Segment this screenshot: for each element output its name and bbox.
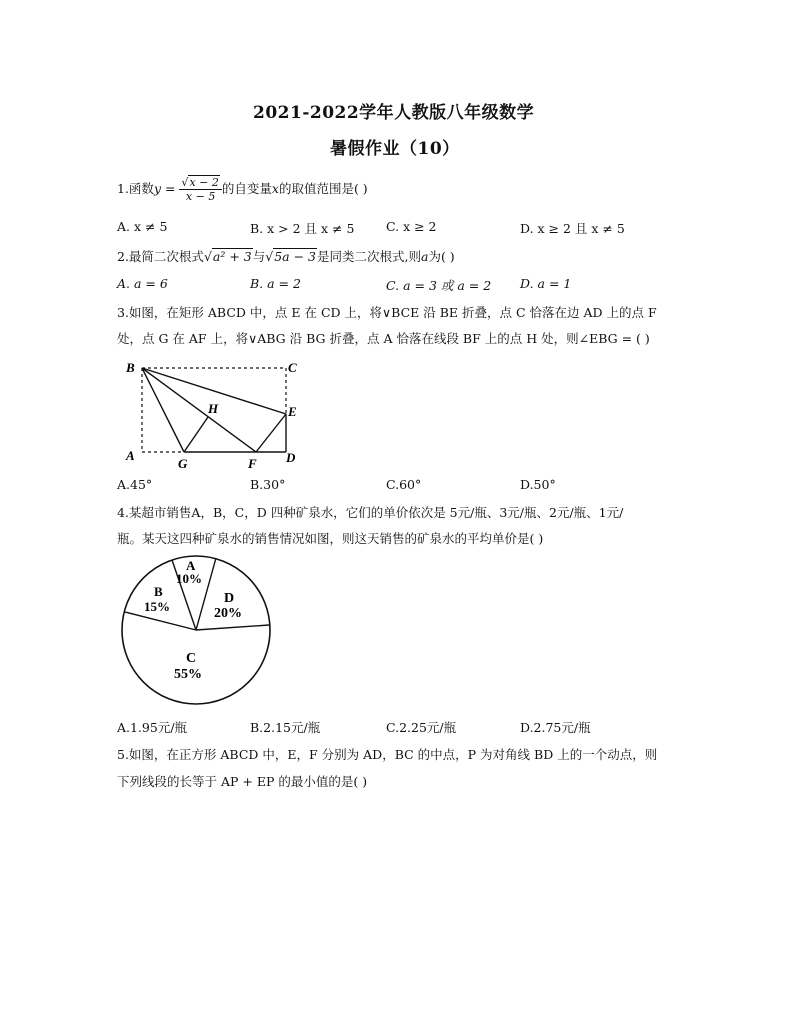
page-title: 2021-2022学年人教版八年级数学 (253, 103, 535, 123)
q2-prefix: 2.最简二次根式 (117, 249, 204, 264)
segment-bg (142, 368, 184, 452)
q1-numerator: x − 2 (189, 176, 219, 189)
q1-denominator: x − 5 (185, 190, 216, 203)
pie-label-a-pct: 10% (176, 571, 202, 586)
q1-x: x (271, 181, 279, 196)
q4-pie-figure (116, 550, 276, 710)
q1-option-a: A. x ≠ 5 (117, 219, 168, 234)
pie-label-c-name: C (186, 651, 197, 666)
q4-line-2: 瓶。某天这四种矿泉水的销售情况如图，则这天销售的矿泉水的平均单价是( ) (117, 531, 544, 546)
label-a: A (126, 448, 135, 463)
pie-label-a-name: A (186, 558, 196, 573)
q2-radical-2: 5a − 3 (274, 249, 317, 264)
label-b: B (126, 360, 135, 375)
q1-eq: = (161, 181, 180, 196)
q1-fraction: $\frac{√x - 2}{x - 5}$ (179, 176, 221, 203)
question-2: 2.最简二次根式√a² + 3与√5a − 3是同类二次根式,则a为( ) (117, 249, 455, 264)
label-g: G (178, 456, 188, 471)
pie-divider-bc (125, 612, 196, 630)
q3-option-b: B.30° (250, 477, 286, 492)
pie-label-b-name: B (154, 584, 163, 599)
q3-option-d: D.50° (520, 477, 556, 492)
q2-option-a: A. a = 6 (117, 276, 168, 291)
question-1 (117, 176, 368, 203)
q4-option-c: C.2.25元/瓶 (386, 720, 457, 735)
q1-option-b: B. x > 2 且 x ≠ 5 (250, 221, 355, 236)
q3-option-c: C.60° (386, 477, 422, 492)
segment-fe (256, 414, 286, 452)
pie-label-d-pct: 20% (214, 606, 242, 621)
pie-divider-dc (196, 625, 269, 630)
q2-text2: 为( ) (428, 249, 455, 264)
q2-option-c: C. a = 3 或 a = 2 (386, 278, 492, 293)
segment-gh (184, 417, 208, 452)
q5-line-1: 5.如图，在正方形 ABCD 中，E，F 分别为 AD，BC 的中点，P 为对角线 BD 上的一个动点，则 (117, 747, 658, 762)
q1-y: y (153, 181, 161, 196)
q1-text2: 的取值范围是( ) (278, 181, 368, 196)
q2-text: 是同类二次根式,则 (317, 249, 421, 264)
q3-line-2: 处，点 G 在 AF 上，将∨ABG 沿 BG 折叠，点 A 恰落在线段 BF 上的点 H 处，则∠EBG = ( ) (117, 331, 650, 346)
q4-option-d: D.2.75元/瓶 (520, 720, 591, 735)
label-f: F (248, 456, 257, 471)
q5-line-2: 下列线段的长等于 AP + EP 的最小值的是( ) (117, 774, 368, 789)
q2-radical-1: a² + 3 (212, 249, 252, 264)
q2-option-b: B. a = 2 (250, 276, 301, 291)
pie-label-b-pct: 15% (144, 599, 170, 614)
pie-divider-ad (196, 558, 216, 630)
q3-rectangle-figure (118, 356, 338, 476)
pie-label-d-name: D (224, 591, 235, 606)
q1-option-d: D. x ≥ 2 且 x ≠ 5 (520, 221, 625, 236)
q1-option-c: C. x ≥ 2 (386, 219, 437, 234)
q4-line-1: 4.某超市销售A，B，C，D 四种矿泉水，它们的单价依次是 5元/瓶、3元/瓶、2元/瓶、1元/ (117, 505, 624, 520)
label-d: D (286, 450, 296, 465)
q2-a: a (421, 249, 429, 264)
q3-line-1: 3.如图，在矩形 ABCD 中，点 E 在 CD 上，将∨BCE 沿 BE 折叠，点 C 恰落在边 AD 上的点 F (117, 305, 657, 320)
label-c: C (288, 360, 297, 375)
label-e: E (288, 404, 297, 419)
q2-option-d: D. a = 1 (520, 276, 572, 291)
q3-option-a: A.45° (117, 477, 153, 492)
q1-prefix: 1.函数 (117, 181, 154, 196)
q4-option-b: B.2.15元/瓶 (250, 720, 321, 735)
page-subtitle: 暑假作业（10） (330, 139, 460, 159)
label-h: H (208, 401, 219, 416)
q1-text: 的自变量 (221, 181, 272, 196)
q4-option-a: A.1.95元/瓶 (117, 720, 188, 735)
q2-mid: 与 (252, 249, 266, 264)
pie-label-c-pct: 55% (174, 667, 202, 682)
segment-bf (142, 368, 256, 452)
